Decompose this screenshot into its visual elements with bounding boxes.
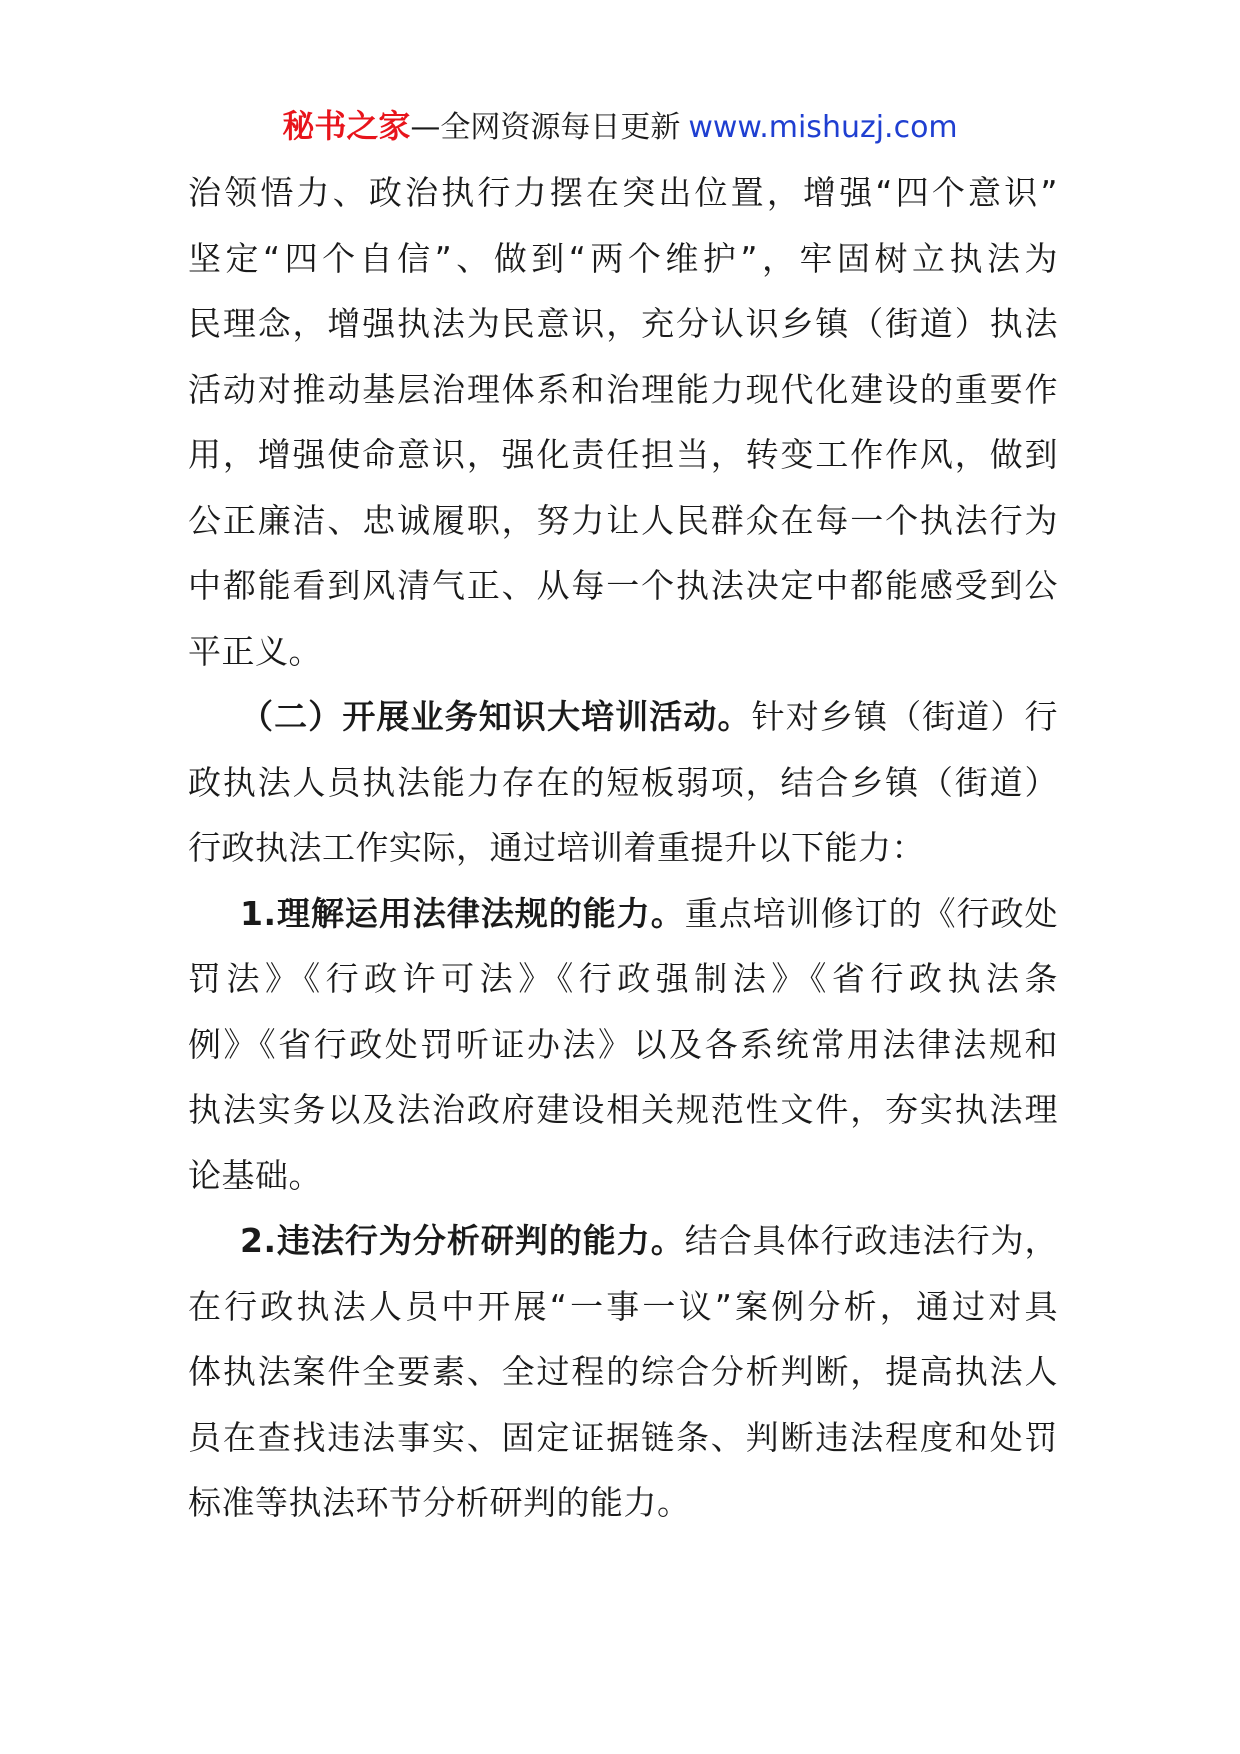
text-line: 论基础。	[188, 1155, 322, 1195]
text-line	[188, 881, 1058, 947]
text-line	[188, 684, 1058, 750]
text-line: 罚法》《行政许可法》《行政强制法》《省行政执法条	[188, 959, 1058, 998]
text-run: 结合具体行政违法行为，	[684, 1221, 1059, 1260]
text-line: 治领悟力、政治执行力摆在突出位置，增强“四个意识”	[188, 173, 1058, 212]
header-url-link[interactable]: www.mishuzj.com	[688, 110, 958, 145]
text-line: 员在查找违法事实、固定证据链条、判断违法程度和处罚	[188, 1417, 1058, 1457]
text-line: 行政执法工作实际，通过培训着重提升以下能力：	[188, 828, 925, 867]
paragraph-1	[188, 160, 1058, 684]
text-line: 标准等执法环节分析研判的能力。	[188, 1483, 691, 1522]
text-line: 例》《省行政处罚听证办法》以及各系统常用法律法规和	[188, 1024, 1058, 1064]
paragraph-4	[188, 1208, 1058, 1536]
text-line: 坚定“四个自信”、做到“两个维护”，牢固树立执法为	[188, 238, 1058, 278]
paragraph-2	[188, 684, 1058, 881]
text-line: 活动对推动基层治理体系和治理能力现代化建设的重要作	[188, 369, 1058, 409]
item-heading: 1.理解运用法律法规的能力。	[240, 893, 685, 933]
text-line: 政执法人员执法能力存在的短板弱项，结合乡镇（街道）	[188, 762, 1058, 802]
text-line: 体执法案件全要素、全过程的综合分析判断，提高执法人	[188, 1352, 1058, 1391]
header-tagline: —全网资源每日更新	[410, 110, 681, 145]
text-line: 在行政执法人员中开展“一事一议”案例分析，通过对具	[188, 1286, 1058, 1326]
text-line: 用，增强使命意识，强化责任担当，转变工作作风，做到	[188, 435, 1058, 474]
text-line: 民理念，增强执法为民意识，充分认识乡镇（街道）执法	[188, 304, 1058, 343]
text-line: 执法实务以及法治政府建设相关规范性文件，夯实执法理	[188, 1090, 1058, 1129]
text-run: 针对乡镇（街道）行	[751, 697, 1059, 736]
text-line: 中都能看到风清气正、从每一个执法决定中都能感受到公	[188, 566, 1058, 605]
item-heading: 2.违法行为分析研判的能力。	[240, 1221, 685, 1260]
page-header	[0, 104, 1240, 150]
section-heading: （二）开展业务知识大培训活动。	[240, 697, 752, 736]
brand-name: 秘书之家	[282, 107, 411, 145]
text-line: 公正廉洁、忠诚履职，努力让人民群众在每一个执法行为	[188, 500, 1058, 540]
text-run: 重点培训修订的《行政处	[684, 893, 1059, 933]
paragraph-3	[188, 881, 1058, 1209]
text-line: 平正义。	[188, 631, 322, 671]
document-body	[188, 160, 1058, 1536]
text-line	[188, 1208, 1058, 1274]
